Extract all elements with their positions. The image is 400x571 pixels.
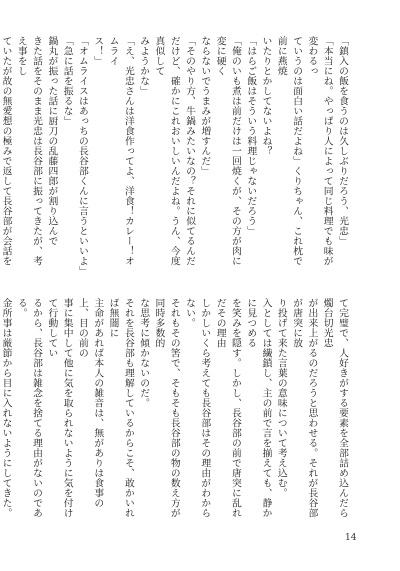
text-line: を笑みを隠す。しかし、長谷部の前で唐突に乱れだその理由 <box>214 298 241 518</box>
text-line: が出来上がるのだろうと思わせる。それが長谷部が唐突に放 <box>291 298 318 518</box>
text-line: それもその筈で、そもそも長谷部の物の数え方が同時多数的 <box>153 298 180 518</box>
text-line: 入としては繊鎖し、主の前で言を揃えても、静かに見つめる <box>245 298 272 518</box>
text-line: ていたが故の無愛想の極みで返して長谷部が会話を <box>0 36 12 266</box>
text-line: 「え、光忠さんは洋食作ってよ、洋食！カレー！オムライ <box>107 36 134 266</box>
page-number: 14 <box>345 533 357 543</box>
text-block-upper <box>0 36 350 276</box>
text-line: るから、長谷部は雑念を捨てる理由がないのである。 <box>15 298 43 518</box>
text-line: 主命があれば本人の雑音は、無がありは食事の上、目の前の <box>76 298 104 508</box>
text-line: 事に集中して他に気を取られないように気を付けて行動してい <box>46 298 73 518</box>
text-line: 「鎮入の飯を食うのは久しぶりだろう、光忠」 <box>337 36 348 246</box>
text-line: 「本当にね。やっぱり人によって同じ料理でも味が変わるっ <box>306 36 333 266</box>
text-line: 「はらご飯はそういう料理じゃないだろう」 <box>245 36 257 236</box>
text-line: きた話をそのまま光忠は長谷部に振ってきたが、考え事をし <box>15 36 43 266</box>
text-line: しかしいくら考えても長谷部はその理由がわからない。 <box>184 298 211 518</box>
text-line: 「俺のいも煮は前だけは一回焼くが、その方が肉に変に硬く <box>214 36 241 266</box>
text-line: 「急に話を振るな」 <box>61 36 73 126</box>
text-line: ていうのは面白い話だよね」くりちゃん、これ枕で前に燕焼 <box>275 36 303 266</box>
text-line: いたりとかしてないよね？ <box>260 36 272 156</box>
text-line: 「オムライスはあっちの長谷部くんに言うといいよ」 <box>76 36 88 276</box>
text-line: みようかな」 <box>138 36 150 96</box>
text-line: り投げて来た言葉の意味について考え込む。 <box>275 298 287 498</box>
text-line: な思考に傾かないのだ。 <box>138 298 150 408</box>
text-line: ならないでうまみが増すんだ」 <box>199 36 211 176</box>
text-line: それを長谷部も理解しているからこそ、敢かいれば無闇に <box>107 298 134 518</box>
text-line: ス！」 <box>92 36 104 66</box>
text-line: て完璧で、人好きがする要素を全部詰め込んだら燭台切光忠 <box>321 298 348 518</box>
text-line: 鍋丸が振った話に厨刀の乱藤四郎が割り込んで <box>46 36 58 246</box>
text-line: だけど、確かにこれおいしいんだよね。うん、今度真似して <box>153 36 180 266</box>
text-block-lower <box>0 298 350 524</box>
text-line: 「そのやり方、牛鍋みたいなの？それに似てるんだ <box>184 36 196 266</box>
text-line: 金所事は厳節から目に入れないようにしてきた。 <box>0 298 12 518</box>
